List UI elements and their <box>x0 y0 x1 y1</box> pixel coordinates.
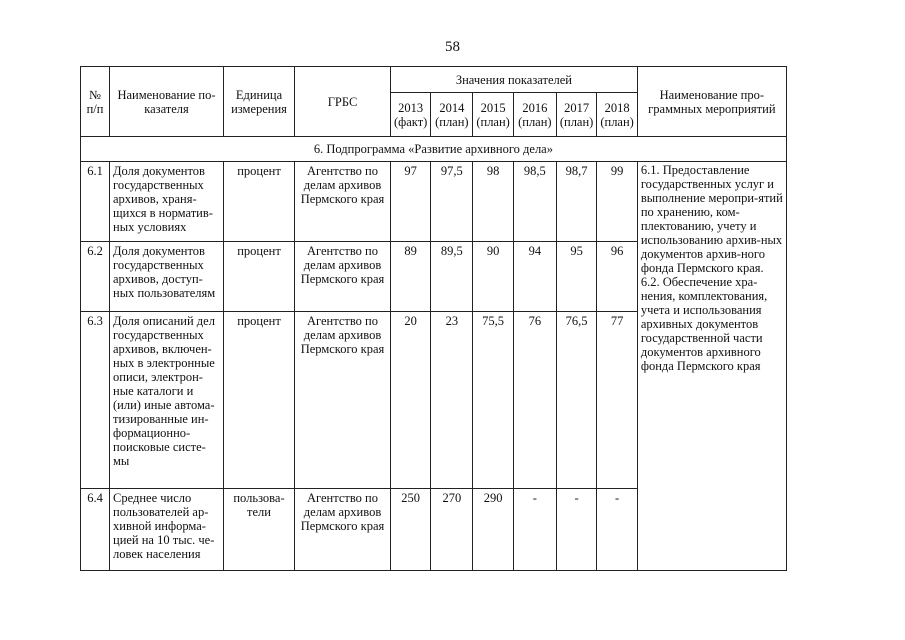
unit-cell: пользова-тели <box>224 489 295 571</box>
value-2017: - <box>556 489 597 571</box>
value-2013: 250 <box>391 489 431 571</box>
value-2016: - <box>513 489 556 571</box>
value-2018: - <box>597 489 638 571</box>
header-year-2017 <box>556 93 597 137</box>
row-num: 6.4 <box>81 489 110 571</box>
value-2014: 270 <box>431 489 473 571</box>
header-year-2018 <box>597 93 638 137</box>
year-type: (план) <box>476 114 510 129</box>
unit-cell: процент <box>224 242 295 312</box>
page-number: 58 <box>445 39 460 55</box>
row-num: 6.2 <box>81 242 110 312</box>
year-label: 2013 <box>398 100 424 115</box>
year-type: (план) <box>435 114 469 129</box>
header-values-group: Значения показателей <box>391 67 638 93</box>
value-2013: 20 <box>391 312 431 489</box>
program-measures-cell: 6.1. Предоставление государственных услуг и выполнение меропри-ятий по хранению, ком-плектованию, учету и использованию архив-ных документов архив-ного фонда Пермского края. 6.2. Обеспечение хра-нения, комплектования, учета и использования архивных документов государственной части документов архивного фонда Пермского края <box>637 162 786 571</box>
year-type: (факт) <box>394 114 428 129</box>
year-type: (план) <box>518 114 552 129</box>
year-label: 2016 <box>522 100 548 115</box>
indicator-name: Доля описаний дел государственных архивов, включен-ных в электронные описи, электрон-ные каталоги и (или) иные автома-тизированные ин-формационно-поисковые систе-мы <box>110 312 224 489</box>
row-num: 6.3 <box>81 312 110 489</box>
value-2016: 76 <box>513 312 556 489</box>
value-2016: 98,5 <box>513 162 556 242</box>
year-type: (план) <box>600 114 634 129</box>
value-2018: 77 <box>597 312 638 489</box>
value-2016: 94 <box>513 242 556 312</box>
grbs-cell: Агентство по делам архивов Пермского края <box>295 312 391 489</box>
unit-cell: процент <box>224 312 295 489</box>
value-2014: 89,5 <box>431 242 473 312</box>
value-2015: 90 <box>473 242 514 312</box>
header-year-2015 <box>473 93 514 137</box>
header-year-2014 <box>431 93 473 137</box>
grbs-cell: Агентство по делам архивов Пермского края <box>295 162 391 242</box>
year-label: 2015 <box>480 100 506 115</box>
year-label: 2017 <box>564 100 590 115</box>
year-type: (план) <box>559 114 594 129</box>
value-2013: 89 <box>391 242 431 312</box>
header-num: № п/п <box>81 67 110 137</box>
year-label: 2018 <box>604 100 630 115</box>
value-2017: 98,7 <box>556 162 597 242</box>
value-2015: 75,5 <box>473 312 514 489</box>
value-2018: 96 <box>597 242 638 312</box>
indicator-name: Доля документов государственных архивов, доступ-ных пользователям <box>110 242 224 312</box>
row-num: 6.1 <box>81 162 110 242</box>
grbs-cell: Агентство по делам архивов Пермского края <box>295 242 391 312</box>
indicator-name: Среднее число пользователей ар-хивной информа-цией на 10 тыс. че-ловек населения <box>110 489 224 571</box>
header-grbs: ГРБС <box>295 67 391 137</box>
indicator-name: Доля документов государственных архивов, храня-щихся в норматив-ных условиях <box>110 162 224 242</box>
value-2017: 95 <box>556 242 597 312</box>
value-2013: 97 <box>391 162 431 242</box>
header-program-measures: Наименование про-граммных мероприятий <box>637 67 786 137</box>
value-2018: 99 <box>597 162 638 242</box>
header-year-2013 <box>391 93 431 137</box>
header-unit: Единица измерения <box>224 67 295 137</box>
unit-cell: процент <box>224 162 295 242</box>
value-2014: 97,5 <box>431 162 473 242</box>
value-2015: 290 <box>473 489 514 571</box>
header-indicator-name: Наименование по-казателя <box>110 67 224 137</box>
indicators-table <box>80 66 787 571</box>
subprogram-title: 6. Подпрограмма «Развитие архивного дела» <box>81 137 787 162</box>
value-2015: 98 <box>473 162 514 242</box>
grbs-cell: Агентство по делам архивов Пермского края <box>295 489 391 571</box>
value-2014: 23 <box>431 312 473 489</box>
year-label: 2014 <box>439 100 465 115</box>
value-2017: 76,5 <box>556 312 597 489</box>
header-year-2016 <box>513 93 556 137</box>
